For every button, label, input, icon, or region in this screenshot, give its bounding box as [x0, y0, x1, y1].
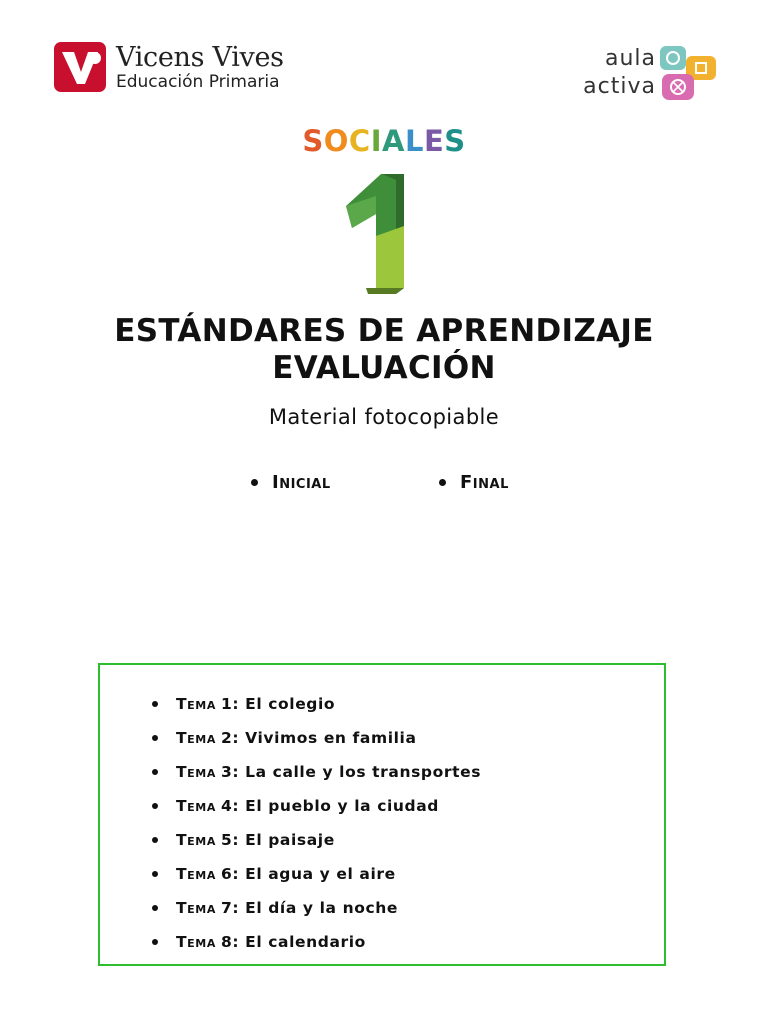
topic-number: 6:	[220, 865, 240, 883]
aula-logo-line2: activa	[583, 74, 656, 99]
option-label: Inicial	[272, 472, 331, 493]
topic-item	[152, 755, 481, 789]
aula-activa-logo	[576, 44, 720, 102]
subject-letter: S	[444, 124, 466, 158]
bullet-icon	[152, 769, 158, 775]
topic-item	[152, 891, 481, 925]
subject-letter: S	[302, 124, 324, 158]
topic-title: El pueblo y la ciudad	[245, 797, 439, 815]
document-subtitle: Material fotocopiable	[268, 405, 500, 429]
bullet-icon	[439, 479, 446, 486]
grade-numeral-1	[296, 166, 466, 296]
topic-item	[152, 687, 481, 721]
bullet-icon	[152, 701, 158, 707]
topic-title: El agua y el aire	[245, 865, 396, 883]
subject-letter: C	[348, 124, 371, 158]
subject-letter: O	[323, 124, 349, 158]
subject-letter: L	[404, 124, 424, 158]
topic-number: 3:	[220, 763, 240, 781]
vicens-vives-logo-icon	[54, 42, 106, 92]
subject-letter: I	[370, 124, 382, 158]
topic-number: 4:	[220, 797, 240, 815]
document-title	[0, 313, 768, 387]
subject-title	[0, 124, 768, 158]
subject-letter: E	[423, 124, 445, 158]
brand-name: Vicens Vives	[116, 41, 284, 73]
topic-title: El día y la noche	[245, 899, 398, 917]
topic-number: 1:	[220, 695, 240, 713]
bullet-icon	[152, 837, 158, 843]
topic-prefix: Tema	[176, 899, 216, 917]
subject-letter: A	[382, 124, 405, 158]
topic-number: 5:	[220, 831, 240, 849]
option-final	[439, 472, 509, 493]
topic-prefix: Tema	[176, 831, 216, 849]
aula-activa-icon	[658, 44, 720, 102]
topic-title: La calle y los transportes	[245, 763, 482, 781]
bullet-icon	[152, 735, 158, 741]
topic-item	[152, 823, 481, 857]
topic-number: 2:	[220, 729, 240, 747]
topic-list	[152, 687, 481, 959]
topic-title: El calendario	[245, 933, 366, 951]
bullet-icon	[251, 479, 258, 486]
topic-title: El colegio	[245, 695, 336, 713]
topic-title: Vivimos en familia	[245, 729, 417, 747]
topic-prefix: Tema	[176, 729, 216, 747]
topic-prefix: Tema	[176, 797, 216, 815]
topic-number: 7:	[220, 899, 240, 917]
topics-box	[98, 663, 666, 966]
bullet-icon	[152, 871, 158, 877]
topic-item	[152, 857, 481, 891]
topic-item	[152, 721, 481, 755]
aula-logo-line1: aula	[604, 46, 656, 71]
title-line2: EVALUACIÓN	[272, 350, 496, 386]
topic-number: 8:	[220, 933, 240, 951]
topic-title: El paisaje	[245, 831, 335, 849]
topic-prefix: Tema	[176, 763, 216, 781]
bullet-icon	[152, 803, 158, 809]
option-label: Final	[460, 472, 509, 493]
topic-item	[152, 789, 481, 823]
topic-item	[152, 925, 481, 959]
brand-subtitle: Educación Primaria	[116, 71, 280, 92]
publisher-logo	[54, 42, 284, 92]
topic-prefix: Tema	[176, 865, 216, 883]
topic-prefix: Tema	[176, 695, 216, 713]
option-inicial	[251, 472, 331, 493]
bullet-icon	[152, 905, 158, 911]
topic-prefix: Tema	[176, 933, 216, 951]
title-line1: ESTÁNDARES DE APRENDIZAJE	[114, 313, 654, 349]
bullet-icon	[152, 939, 158, 945]
